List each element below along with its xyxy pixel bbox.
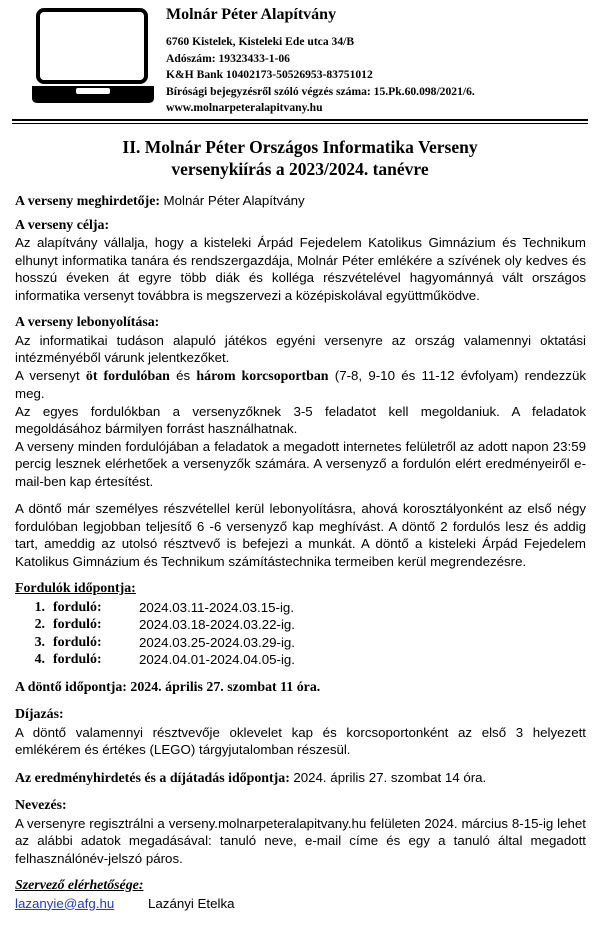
letterhead [166, 4, 590, 117]
contact-line [15, 895, 586, 913]
round-dates: 2024.03.18-2024.03.22-ig. [139, 617, 295, 632]
round-item [15, 599, 586, 617]
round-dates: 2024.03.11-2024.03.15-ig. [139, 599, 295, 615]
round-item [15, 616, 586, 634]
registration-text: A versenyre regisztrálni a verseny.molnarpeteralapitvany.hu felületen 2024. március 8-15-ig lehet az alábbi adatok megadásával: tanuló neve, e-mail címe és egy a tanuló által megadott felhasználónév-jelszó páros. [15, 815, 586, 866]
round-label: forduló: [53, 634, 102, 650]
org-website: www.molnarpeteralapitvany.hu [166, 101, 323, 115]
letterhead-divider [12, 119, 588, 121]
awards-heading: Díjazás: [15, 707, 64, 722]
round-item [15, 634, 586, 652]
round-item [15, 651, 586, 669]
document-body [15, 192, 586, 912]
round-label: forduló: [53, 617, 102, 632]
round-dates: 2024.04.01-2024.04.05-ig. [139, 652, 295, 667]
organizer-value: Molnár Péter Alapítvány [163, 193, 305, 208]
contact-name: Lazányi Etelka [148, 895, 235, 911]
goal-text: Az alapítvány vállalja, hogy a kisteleki Árpád Fejedelem Katolikus Gimnázium és Technikum elhunyt informatika tanára és rendszergazdája, Molnár Péter emlékére a szívének oly kedves és hosszú éveken át egyre több diák és kolléga részvételével hagyománnyá vált országos informatika versenyt továbbra is megszervezi a középiskolával együttműködve. [15, 235, 586, 303]
goal-heading: A verseny célja: [15, 217, 110, 233]
org-name: Molnár Péter Alapítvány [166, 6, 337, 23]
conduct-paragraph-5: A döntő már személyes részvétellel kerül lebonyolításra, ahová korosztályonként az első négy fordulóban legjobban teljesítő 6 -6 versenyző kap meghívást. A döntő 2 fordulós lesz és addig tart, ameddig az utolsó résztvevő is befejezi a munkát. A döntő a kisteleki Árpád Fejedelem Katolikus Gimnázium és Technikum számítástechnika termeiben kerül megrendezésre. [15, 501, 586, 569]
round-label: forduló: [53, 599, 102, 615]
contact-email-link[interactable]: lazanyie@afg.hu [15, 895, 115, 911]
round-number: 2. [34, 617, 45, 632]
conduct-p2-rest: (7-8, 9-10 és 11-12 évfolyam) rendezzük meg. [15, 367, 586, 401]
conduct-p2-text: A versenyt [15, 367, 86, 383]
conduct-paragraph-4: A verseny minden fordulójában a feladatok a megadott internetes felületről az adott napon 23:59 percig lesznek elérhetőek a versenyzők számára. A versenyző a fordulón elért eredményeiről e-mail-ben kap értesítést. [15, 438, 586, 489]
contact-heading: Szervező elérhetősége: [15, 878, 144, 893]
document-title [0, 136, 600, 180]
conduct-p2-rounds: öt fordulóban [85, 368, 170, 384]
title-line-2: versenykiírás a 2023/2024. tanévre [171, 159, 429, 179]
registration-heading: Nevezés: [15, 798, 67, 813]
organizer-line [15, 192, 586, 211]
org-bank: K&H Bank 10402173-50526953-83751012 [166, 68, 373, 82]
round-dates: 2024.03.25-2024.03.29-ig. [139, 634, 295, 650]
conduct-heading: A verseny lebonyolítása: [15, 315, 160, 330]
round-number: 3. [34, 634, 45, 650]
conduct-paragraph-2 [15, 367, 586, 403]
org-tax-id: Adószám: 19323433-1-06 [166, 51, 290, 65]
ceremony-value: 2024. április 27. szombat 14 óra. [293, 769, 487, 785]
ceremony-line [15, 769, 586, 788]
awards-text: A döntő valamennyi résztvevője oklevelet kap és korcsoportonként az első 3 helyezett emlékérem és értékes (LEGO) tárgyjutalomban részesül. [15, 724, 586, 757]
rounds-list [15, 599, 586, 669]
laptop-icon [30, 8, 156, 106]
letterhead-divider-thin [12, 123, 588, 124]
round-number: 1. [34, 599, 45, 615]
org-address: 6760 Kistelek, Kisteleki Ede utca 34/B [166, 35, 355, 48]
ceremony-label: Az eredményhirdetés és a díjátadás időpontja: [15, 770, 290, 786]
title-line-1: II. Molnár Péter Országos Informatika Verseny [122, 137, 478, 157]
conduct-paragraph-3: Az egyes fordulókban a versenyzőknek 3-5 feladatot kell megoldaniuk. A feladatok megoldásához bármilyen forrást használhatnak. [15, 403, 586, 436]
final-date: A döntő időpontja: 2024. április 27. szombat 11 óra. [15, 679, 321, 695]
conduct-paragraph-1: Az informatikai tudáson alapuló játékos egyéni versenyre az ország valamennyi oktatási intézményéből várunk jelentkezőket. [15, 332, 586, 365]
org-court-registration: Bírósági bejegyzésről szóló végzés száma: 15.Pk.60.098/2021/6. [166, 84, 475, 98]
conduct-p2-and: és [169, 367, 197, 383]
round-label: forduló: [53, 652, 102, 667]
round-number: 4. [34, 652, 45, 667]
rounds-heading: Fordulók időpontja: [15, 581, 136, 596]
conduct-p2-groups: három korcsoportban [196, 368, 329, 384]
organizer-label: A verseny meghirdetője: [15, 194, 161, 209]
